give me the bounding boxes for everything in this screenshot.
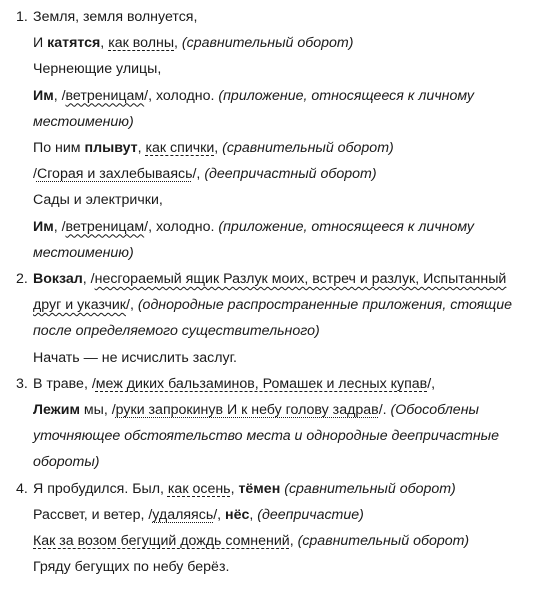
text-segment: (деепричастие) (257, 506, 364, 523)
text-segment: Им (33, 218, 54, 235)
text-segment: /, (427, 375, 436, 392)
text-segment: тёмен (238, 480, 281, 497)
text-segment: /, (213, 506, 226, 523)
text-segment: (сравнительный оборот) (181, 35, 354, 52)
line-body (33, 139, 394, 157)
text-segment: Лежим (33, 402, 80, 418)
text-segment: Сгорая и захлебываясь (36, 166, 193, 183)
line-body (33, 401, 479, 419)
text-segment: Гряду бегущих по небу берёз. (33, 559, 230, 576)
text-segment: мы, / (79, 402, 116, 418)
text-segment: удаляясь (152, 506, 214, 523)
line-body (33, 218, 474, 236)
text-segment: Им (33, 87, 54, 104)
text-segment: Начать — не исчислить заслуг. (33, 349, 237, 366)
item-number: 1. (16, 9, 28, 25)
text-segment: , (174, 35, 182, 52)
text-segment: (сравнительный оборот) (222, 140, 394, 156)
text-segment: как волны (108, 35, 175, 52)
text-segment: ветреницам (65, 218, 145, 235)
text-segment: (Обособлены (390, 402, 479, 418)
text-segment: Чернеющие улицы, (33, 61, 162, 78)
text-segment: нёс (225, 506, 250, 523)
text-segment: катятся (47, 35, 101, 52)
text-segment: В траве, / (33, 375, 96, 392)
line-body (33, 558, 229, 576)
text-segment: , (137, 140, 146, 156)
text-segment: после определяемого существительного) (33, 323, 320, 340)
text-segment: , / (53, 218, 66, 235)
text-segment: По ним (33, 140, 85, 156)
line-body (33, 34, 353, 52)
text-segment: Вокзал (33, 271, 83, 287)
item-number: 3. (16, 375, 28, 392)
text-segment: (сравнительный оборот) (284, 480, 456, 497)
text-segment: Я пробудился. Был, (33, 480, 168, 497)
text-segment: Земля, земля волнуется, (33, 9, 198, 25)
text-segment: , (230, 480, 239, 497)
text-segment: (приложение, относящееся к личному (218, 218, 475, 235)
text-segment: ветреницам (65, 87, 145, 104)
line-body (33, 244, 134, 262)
text-segment: /, (126, 297, 138, 314)
text-segment: Сады и электрички, (33, 192, 163, 209)
line-body (33, 322, 320, 340)
text-segment: несгораемый ящик Разлук моих, встреч и разлук, Испытанный (94, 271, 507, 287)
text-segment: плывут (84, 140, 138, 156)
text-segment: как осень (167, 480, 231, 497)
text-segment: /, холодно. (144, 87, 219, 104)
text-segment: (приложение, относящееся к личному (218, 87, 475, 104)
text-segment: , (214, 140, 223, 156)
text-segment: друг и указчик (33, 297, 126, 314)
text-segment: местоимению) (33, 113, 134, 130)
text-segment: Как за возом бегущий дождь сомнений (33, 533, 290, 549)
text-segment: , (100, 35, 109, 52)
text-segment: /. (378, 402, 391, 418)
text-segment: уточняющее обстоятельство места и однородные деепричастные (33, 428, 500, 445)
line-body (33, 375, 435, 393)
line-body (33, 349, 237, 367)
line-body (33, 87, 474, 105)
text-segment: Рассвет, и ветер, / (33, 506, 153, 523)
line-body (33, 532, 469, 550)
text-segment: , (289, 533, 298, 549)
text-segment: руки запрокинув И к небу голову задрав (115, 402, 379, 418)
text-segment: (деепричастный оборот) (204, 166, 377, 183)
line-body (33, 453, 100, 471)
text-segment: / (33, 166, 37, 183)
line-body (33, 165, 377, 183)
line-body (33, 113, 134, 131)
text-segment: (однородные распространенные приложения, стоящие (137, 297, 513, 314)
text-segment: /, холодно. (144, 218, 219, 235)
text-segment: , (249, 506, 258, 523)
text-segment: местоимению) (33, 244, 134, 261)
text-segment: И (33, 35, 48, 52)
text-segment: , / (82, 271, 95, 287)
line-body (33, 270, 506, 288)
text-segment: обороты) (33, 454, 100, 471)
line-body (33, 506, 364, 524)
line-body (33, 480, 456, 498)
text-segment: /, (192, 166, 205, 183)
item-number: 2. (16, 271, 28, 287)
text-segment: , / (53, 87, 66, 104)
line-body (33, 427, 499, 445)
line-body (33, 8, 197, 26)
line-body (33, 296, 512, 314)
text-segment: как спички (145, 140, 215, 156)
text-segment: меж диких бальзаминов, Ромашек и лесных купав (95, 375, 428, 392)
text-segment: (сравнительный оборот) (297, 533, 470, 549)
item-number: 4. (16, 480, 28, 497)
line-body (33, 60, 161, 78)
line-body (33, 191, 163, 209)
